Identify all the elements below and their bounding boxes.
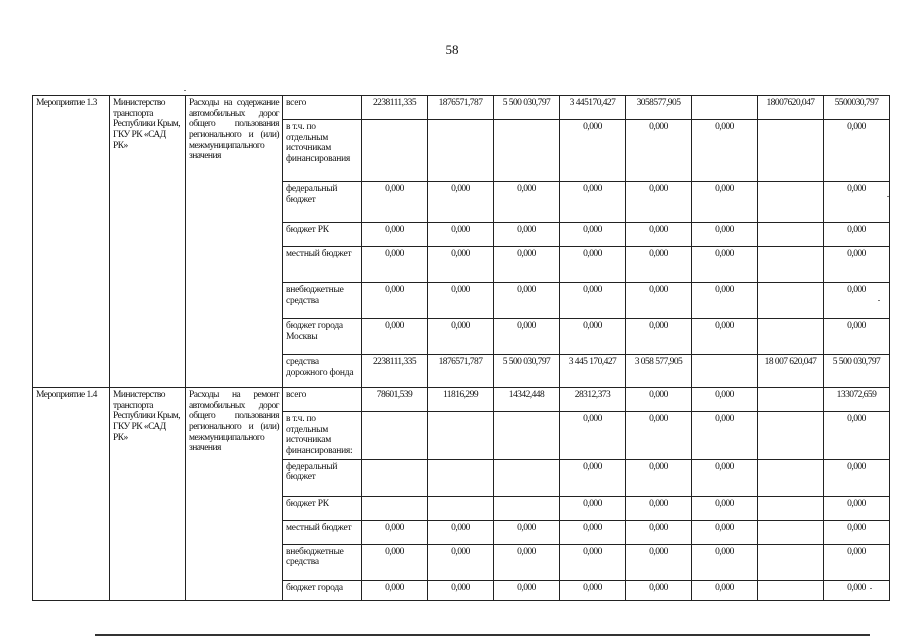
table-row	[33, 388, 890, 412]
amount-cell: 0,000	[824, 120, 890, 182]
amount-cell: 0,000	[692, 319, 758, 355]
funding-source-cell: федеральный бюджет	[283, 182, 362, 223]
scan-speck	[887, 196, 889, 197]
amount-cell: 0,000	[560, 496, 626, 520]
amount-cell	[362, 412, 428, 460]
amount-cell	[362, 459, 428, 496]
amount-cell	[758, 544, 824, 580]
amount-cell: 0,000	[824, 544, 890, 580]
amount-cell: 5 500 030,797	[494, 96, 560, 120]
amount-cell: 0,000	[428, 319, 494, 355]
amount-cell: 0,000	[692, 412, 758, 460]
amount-cell: 2238111,335	[362, 96, 428, 120]
amount-cell: 0,000	[362, 319, 428, 355]
scan-speck	[870, 588, 872, 589]
amount-cell: 0,000	[824, 580, 890, 600]
funding-source-cell: местный бюджет	[283, 520, 362, 544]
table-row	[33, 96, 890, 120]
amount-cell: 2238111,335	[362, 355, 428, 388]
amount-cell: 0,000	[824, 319, 890, 355]
amount-cell	[758, 319, 824, 355]
amount-cell: 0,000	[692, 247, 758, 283]
funding-source-cell: бюджет РК	[283, 496, 362, 520]
amount-cell: 0,000	[362, 182, 428, 223]
measure-name-cell: Мероприятие 1.4	[33, 388, 110, 601]
amount-cell: 0,000	[560, 223, 626, 247]
funding-source-cell: внебюджетные средства	[283, 544, 362, 580]
amount-cell: 0,000	[824, 412, 890, 460]
amount-cell: 0,000	[626, 544, 692, 580]
amount-cell: 0,000	[626, 496, 692, 520]
amount-cell: 0,000	[494, 182, 560, 223]
amount-cell	[428, 459, 494, 496]
amount-cell: 133072,659	[824, 388, 890, 412]
amount-cell: 18007620,047	[758, 96, 824, 120]
funding-source-cell: федеральный бюджет	[283, 459, 362, 496]
page-number: 58	[445, 42, 459, 57]
amount-cell: 0,000	[560, 580, 626, 600]
amount-cell: 0,000	[692, 120, 758, 182]
amount-cell: 0,000	[428, 182, 494, 223]
amount-cell	[758, 283, 824, 319]
funding-source-cell: местный бюджет	[283, 247, 362, 283]
funding-source-cell: всего	[283, 96, 362, 120]
amount-cell: 0,000	[560, 247, 626, 283]
amount-cell: 0,000	[362, 580, 428, 600]
amount-cell: 0,000	[626, 459, 692, 496]
amount-cell	[758, 459, 824, 496]
funding-source-cell: всего	[283, 388, 362, 412]
amount-cell: 0,000	[428, 580, 494, 600]
amount-cell: 0,000	[692, 580, 758, 600]
funding-source-cell: бюджет РК	[283, 223, 362, 247]
amount-cell: 0,000	[692, 520, 758, 544]
amount-cell: 0,000	[692, 388, 758, 412]
amount-cell: 14342,448	[494, 388, 560, 412]
bottom-rule	[95, 634, 870, 636]
amount-cell	[758, 520, 824, 544]
amount-cell: 0,000	[692, 223, 758, 247]
amount-cell: 3 058 577,905	[626, 355, 692, 388]
amount-cell: 0,000	[824, 520, 890, 544]
amount-cell: 11816,299	[428, 388, 494, 412]
amount-cell: 0,000	[824, 182, 890, 223]
amount-cell	[758, 412, 824, 460]
amount-cell: 0,000	[560, 182, 626, 223]
amount-cell	[494, 496, 560, 520]
amount-cell	[494, 412, 560, 460]
amount-cell	[758, 120, 824, 182]
amount-cell: 0,000	[692, 544, 758, 580]
amount-cell	[428, 120, 494, 182]
amount-cell: 0,000	[362, 247, 428, 283]
amount-cell	[494, 459, 560, 496]
amount-cell: 0,000	[428, 520, 494, 544]
amount-cell: 0,000	[362, 283, 428, 319]
funding-source-cell: внебюджетные средства	[283, 283, 362, 319]
amount-cell: 0,000	[824, 247, 890, 283]
amount-cell: 5500030,797	[824, 96, 890, 120]
amount-cell: 0,000	[560, 459, 626, 496]
amount-cell: 0,000	[824, 283, 890, 319]
amount-cell	[494, 120, 560, 182]
amount-cell: 0,000	[560, 120, 626, 182]
amount-cell: 0,000	[692, 496, 758, 520]
amount-cell	[758, 247, 824, 283]
amount-cell: 0,000	[428, 223, 494, 247]
amount-cell: 0,000	[626, 283, 692, 319]
amount-cell: 5 500 030,797	[824, 355, 890, 388]
amount-cell	[758, 496, 824, 520]
amount-cell: 0,000	[362, 520, 428, 544]
amount-cell: 0,000	[626, 580, 692, 600]
amount-cell: 0,000	[560, 544, 626, 580]
amount-cell: 3 445 170,427	[560, 355, 626, 388]
amount-cell: 0,000	[626, 520, 692, 544]
description-cell: Расходы на содержание автомобильных дорог общего пользования регионального и (или) межмуниципального значения	[186, 96, 283, 388]
amount-cell: 1876571,787	[428, 355, 494, 388]
amount-cell: 0,000	[428, 544, 494, 580]
amount-cell: 0,000	[428, 247, 494, 283]
amount-cell: 28312,373	[560, 388, 626, 412]
amount-cell: 0,000	[824, 496, 890, 520]
executor-cell: Министерство транспорта Республики Крым, ГКУ РК «САД РК»	[110, 96, 186, 388]
amount-cell: 0,000	[626, 388, 692, 412]
amount-cell: 18 007 620,047	[758, 355, 824, 388]
amount-cell: 0,000	[692, 182, 758, 223]
scan-speck	[184, 90, 186, 91]
amount-cell	[428, 496, 494, 520]
amount-cell	[692, 355, 758, 388]
amount-cell: 0,000	[494, 283, 560, 319]
funding-source-cell: в т.ч. по отдельным источникам финансирования:	[283, 412, 362, 460]
amount-cell: 0,000	[626, 223, 692, 247]
funding-source-cell: в т.ч. по отдельным источникам финансирования	[283, 120, 362, 182]
amount-cell	[428, 412, 494, 460]
amount-cell: 0,000	[560, 412, 626, 460]
scan-speck	[878, 300, 880, 301]
executor-cell: Министерство транспорта Республики Крым, ГКУ РК «САД РК»	[110, 388, 186, 601]
amount-cell: 0,000	[824, 459, 890, 496]
amount-cell: 0,000	[494, 520, 560, 544]
amount-cell: 0,000	[626, 412, 692, 460]
amount-cell: 5 500 030,797	[494, 355, 560, 388]
amount-cell: 0,000	[626, 182, 692, 223]
amount-cell: 3 445170,427	[560, 96, 626, 120]
amount-cell: 78601,539	[362, 388, 428, 412]
funding-source-cell: средства дорожного фонда	[283, 355, 362, 388]
amount-cell: 0,000	[494, 580, 560, 600]
budget-table	[32, 95, 890, 601]
amount-cell	[758, 388, 824, 412]
amount-cell: 0,000	[494, 247, 560, 283]
amount-cell: 0,000	[626, 120, 692, 182]
amount-cell: 0,000	[626, 319, 692, 355]
amount-cell: 0,000	[626, 247, 692, 283]
description-cell: Расходы на ремонт автомобильных дорог общего пользования регионального и (или) межмуниципального значения	[186, 388, 283, 601]
amount-cell: 0,000	[494, 544, 560, 580]
amount-cell: 3058577,905	[626, 96, 692, 120]
amount-cell: 0,000	[560, 283, 626, 319]
amount-cell: 0,000	[494, 319, 560, 355]
amount-cell	[758, 580, 824, 600]
amount-cell	[362, 120, 428, 182]
measure-name-cell: Мероприятие 1.3	[33, 96, 110, 388]
amount-cell: 0,000	[428, 283, 494, 319]
amount-cell: 1876571,787	[428, 96, 494, 120]
funding-source-cell: бюджет города	[283, 580, 362, 600]
amount-cell: 0,000	[692, 459, 758, 496]
funding-source-cell: бюджет города Москвы	[283, 319, 362, 355]
amount-cell: 0,000	[560, 319, 626, 355]
amount-cell	[692, 96, 758, 120]
amount-cell: 0,000	[362, 544, 428, 580]
amount-cell	[758, 223, 824, 247]
amount-cell: 0,000	[560, 520, 626, 544]
amount-cell: 0,000	[824, 223, 890, 247]
amount-cell: 0,000	[494, 223, 560, 247]
amount-cell: 0,000	[362, 223, 428, 247]
amount-cell	[758, 182, 824, 223]
amount-cell	[362, 496, 428, 520]
amount-cell: 0,000	[692, 283, 758, 319]
